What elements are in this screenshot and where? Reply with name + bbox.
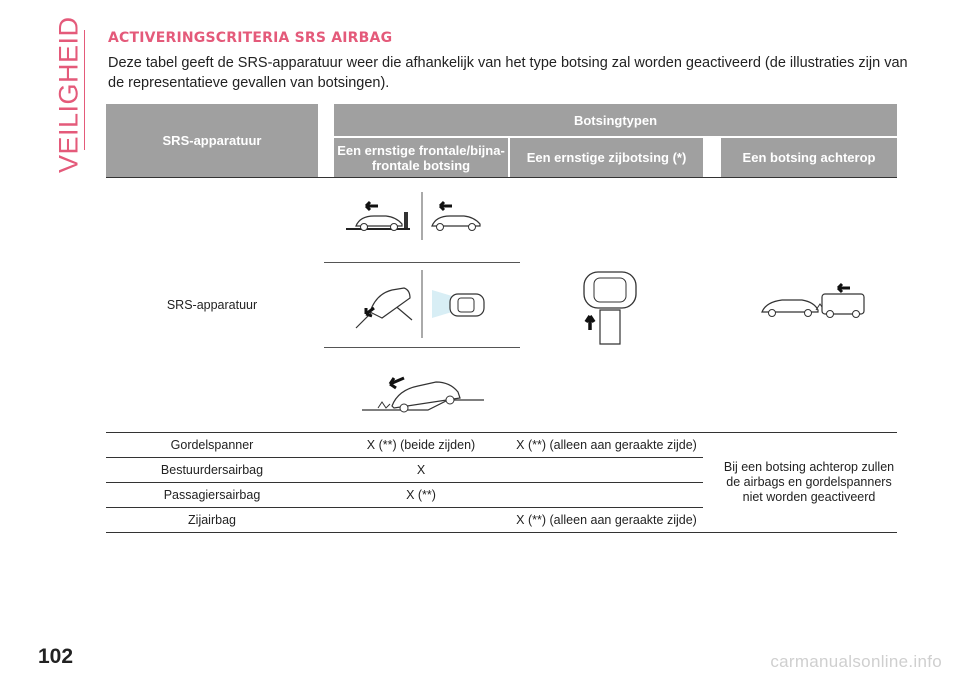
- arrow-up-icon: [586, 316, 594, 330]
- header-col-side: Een ernstige zijbotsing (*): [510, 138, 703, 177]
- cell-frontal-zijairbag: [334, 508, 508, 532]
- intro-paragraph: Deze tabel geeft de SRS-apparatuur weer die afhankelijk van het type botsing zal worden geactiveerd (de illustraties zijn van de representatieve gevallen van botsingen).: [108, 55, 908, 91]
- arrow-left-icon: [838, 284, 850, 292]
- row-label-passagiersairbag: Passagiersairbag: [163, 488, 261, 502]
- illustration-divider: [324, 347, 520, 348]
- header-col-frontal: Een ernstige frontale/bijna-frontale botsing: [334, 138, 508, 177]
- row-label-zijairbag: Zijairbag: [188, 513, 236, 527]
- cell-frontal-passagiersairbag: X (**): [406, 488, 436, 502]
- rear-crash-illustration: [758, 282, 868, 322]
- frontal-crash-illustration-3: [358, 368, 488, 418]
- cell-side-zijairbag: X (**) (alleen aan geraakte zijde): [516, 513, 697, 527]
- page-number: 102: [38, 645, 74, 668]
- row-label-bestuurdersairbag: Bestuurdersairbag: [160, 463, 264, 477]
- cell-side-bestuurdersairbag: [510, 458, 703, 482]
- illustration-divider: [324, 262, 520, 263]
- side-divider: [84, 30, 85, 150]
- frontal-crash-illustration-1: [340, 192, 500, 242]
- cell-frontal-bestuurdersairbag: X: [416, 463, 426, 477]
- illustration-row-label: SRS-apparatuur: [166, 298, 258, 312]
- section-heading: ACTIVERINGSCRITERIA SRS AIRBAG: [108, 30, 393, 46]
- arrow-left-icon: [366, 202, 378, 210]
- header-botsingtypen: Botsingtypen: [334, 104, 897, 136]
- table-bottom-rule: [106, 532, 897, 533]
- rear-collision-note: Bij een botsing achterop zullen de airbags en gordelspanners niet worden geactiveerd: [723, 460, 895, 504]
- cell-frontal-gordelspanner: X (**) (beide zijden): [366, 438, 476, 452]
- section-side-label: VEILIGHEID: [53, 16, 84, 174]
- cell-side-passagiersairbag: [510, 483, 703, 507]
- arrow-left-icon: [440, 202, 452, 210]
- arrow-left-icon: [390, 378, 404, 388]
- frontal-crash-illustration-2: [352, 270, 492, 340]
- watermark: carmanualsonline.info: [770, 652, 942, 671]
- header-col-rear: Een botsing achterop: [721, 138, 897, 177]
- cell-side-gordelspanner: X (**) (alleen aan geraakte zijde): [516, 438, 697, 452]
- row-label-gordelspanner: Gordelspanner: [170, 438, 254, 452]
- side-crash-illustration: [570, 270, 650, 346]
- header-srs-apparatuur: SRS-apparatuur: [106, 104, 318, 177]
